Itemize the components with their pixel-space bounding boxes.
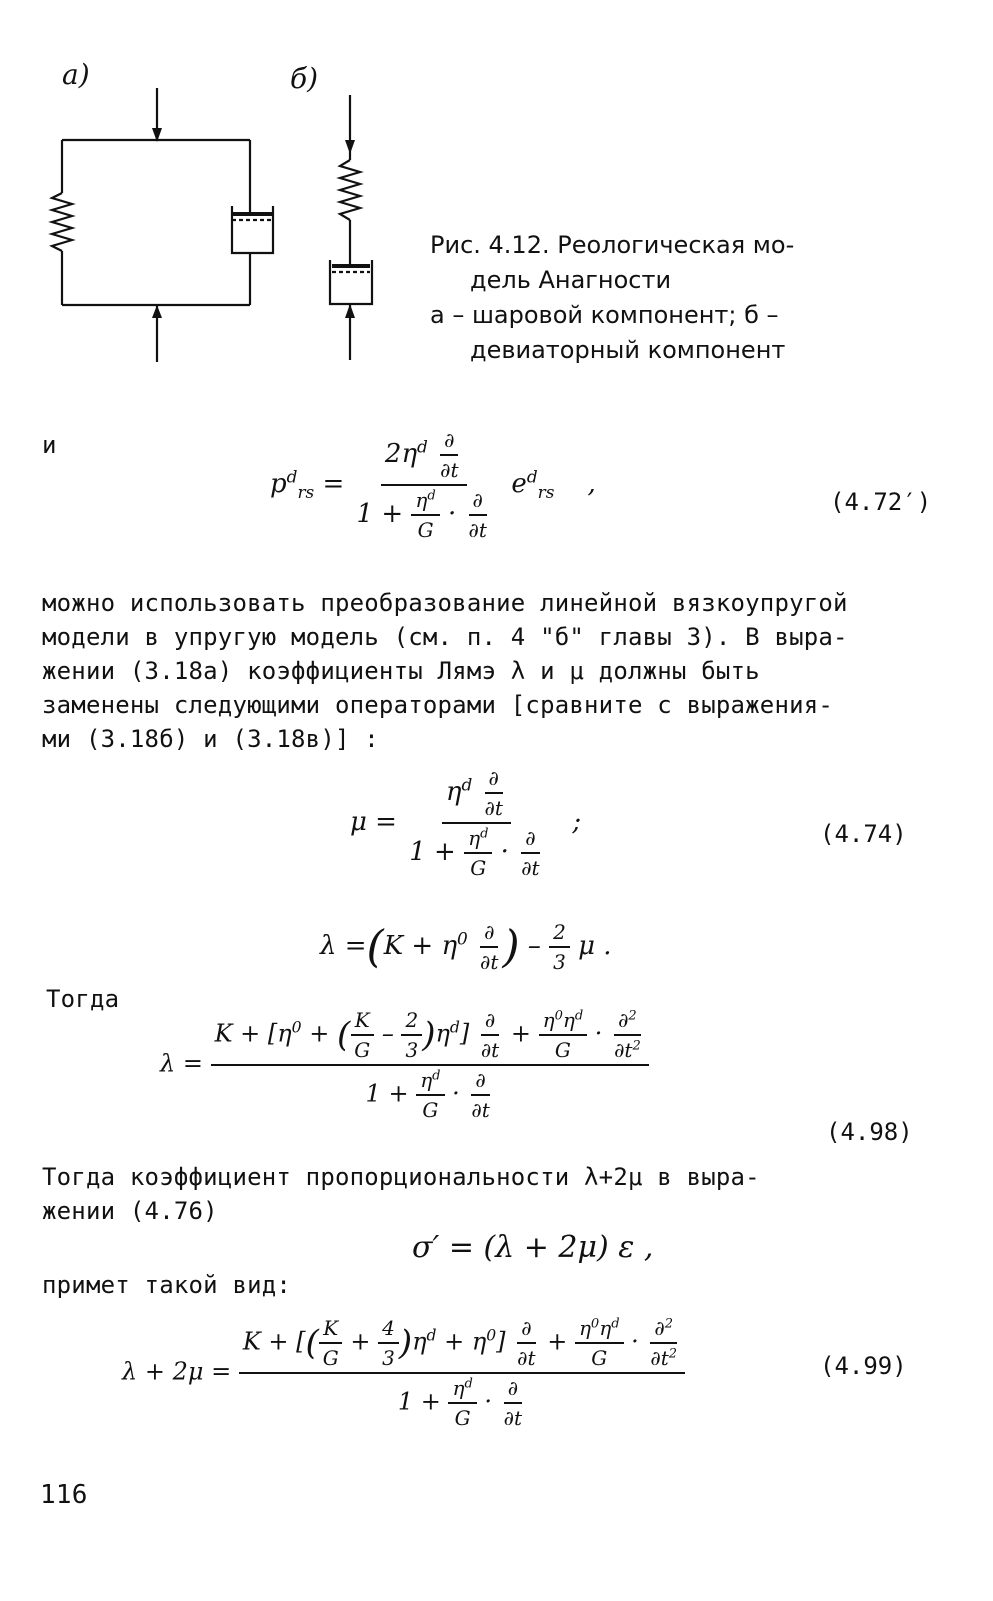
equation-4-74: μ = $\eta^d$ $\frac{\partial}{\partial t}$ 1 + $\frac{\eta^d}{G}$ · $\frac{\partial}{\partial t}$ ; xyxy=(350,766,582,880)
paragraph-1-line-1: можно использовать преобразование линейной вязкоупругой xyxy=(42,589,848,617)
equation-number-4-99: (4.99) xyxy=(820,1352,907,1380)
paragraph-2-line-1: Тогда коэффициент пропорциональности λ+2μ в выра- xyxy=(42,1163,760,1191)
paragraph-1-line-5: ми (3.18б) и (3.18в)] : xyxy=(42,725,379,753)
caption-line-3: а – шаровой компонент; б – xyxy=(430,301,779,329)
caption-line-1: Рис. 4.12. Реологическая мо- xyxy=(430,231,795,259)
page-number: 116 xyxy=(40,1480,88,1510)
equation-number-4-72-prime: (4.72′) xyxy=(830,488,932,516)
caption-line-4: девиаторный компонент xyxy=(470,336,786,364)
equation-lambda: $\lambda =(K + \eta^0$ $\frac{\partial}{\partial t}$ ) – $\frac{2}{3}$ μ . xyxy=(320,920,612,974)
paragraph-1-line-3: жении (3.18а) коэффициенты Лямэ λ и μ должны быть xyxy=(42,657,760,685)
model-b-series xyxy=(330,95,372,360)
figure-label-b: б) xyxy=(290,62,319,95)
paragraph-1 xyxy=(42,586,848,756)
conjunction-and: и xyxy=(42,431,57,459)
spring-icon xyxy=(340,160,360,220)
paragraph-2 xyxy=(42,1160,760,1228)
paragraph-1-line-4: заменены следующими операторами [сравните с выражения- xyxy=(42,691,834,719)
equation-4-98: λ = $K + [\eta^0$ + ( $\frac{K}{G}$ – $\frac{2}{3}$ )$\eta^d$] $\frac{\partial}{\partial t}$ + $\frac{\eta^0\eta^d}{G}$ · $\frac{\partial^2}{\partial t^2}$ 1 + $\frac{\eta^d}{G}$ · $\frac{\partial}{\partial t}$ xyxy=(160,1008,649,1122)
then-1: Тогда xyxy=(46,985,120,1013)
caption-line-2: дель Анагности xyxy=(470,266,672,294)
rheological-model-figure xyxy=(0,0,420,380)
figure-caption xyxy=(430,228,794,368)
paragraph-3: примет такой вид: xyxy=(42,1271,292,1299)
spring-icon xyxy=(52,193,72,251)
equation-4-99: λ + 2μ = K + [( $\frac{K}{G}$ + $\frac{4}{3}$ )$\eta^d + \eta^0$] $\frac{\partial}{\partial t}$ + $\frac{\eta^0\eta^d}{G}$ · $\frac{\partial^2}{\partial t^2}$ 1 + $\frac{\eta^d}{G}$ · $\frac{\partial}{\partial t}$ xyxy=(122,1316,685,1430)
paragraph-2-line-2: жении (4.76) xyxy=(42,1197,218,1225)
model-a-parallel xyxy=(52,88,273,362)
equation-number-4-74: (4.74) xyxy=(820,820,907,848)
equation-sigma: σ′ = (λ + 2μ) ε , xyxy=(412,1230,654,1265)
equation-number-4-98: (4.98) xyxy=(826,1118,913,1146)
equation-4-72-prime: $p^d_{rs}$ = $2\eta^d$ $\frac{\partial}{\partial t}$ 1 + $\frac{\eta^d}{G}$ · $\frac{\partial}{\partial t}$ $e^d_{rs}$ , xyxy=(270,428,596,542)
paragraph-1-line-2: модели в упругую модель (см. п. 4 "б" главы 3). В выра- xyxy=(42,623,848,651)
figure-label-a: а) xyxy=(62,58,90,91)
